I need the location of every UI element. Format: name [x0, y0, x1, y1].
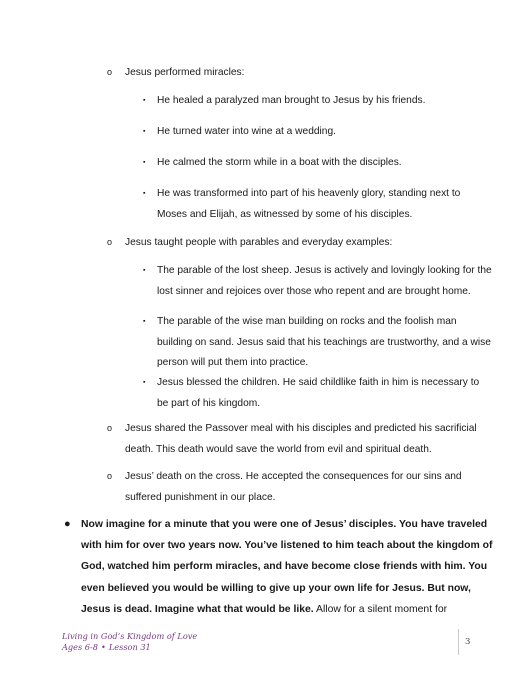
hollow-bullet-icon: o — [107, 423, 113, 433]
main-bullet-imagine — [64, 514, 502, 620]
footer-lesson-line — [62, 642, 197, 653]
sub-item-text: Jesus blessed the children. He said childlike faith in him is necessary to be part of his kingdom. — [157, 377, 480, 409]
sub-item-calmed-storm — [143, 153, 493, 174]
bold-prompt: Now imagine for a minute that you were one of Jesus’ disciples. You have traveled with him for over two years now. You’ve listened to him teach about the kingdom of God, watched him perform miracles, and have become close friends with him. You even believed you would be willing to give up your own life for Jesus. But now, Jesus is dead. Imagine what that would be like. — [81, 519, 493, 615]
outline-text: Jesus taught people with parables and everyday examples: — [125, 237, 393, 248]
outline-text: Jesus performed miracles: — [125, 67, 245, 78]
footer-title: Living in God’s Kingdom of Love — [62, 631, 198, 641]
square-bullet-icon: ▪ — [143, 159, 146, 166]
sub-item-text: He healed a paralyzed man brought to Jesus by his friends. — [157, 95, 426, 106]
outline-item-cross — [109, 466, 489, 508]
square-bullet-icon: ▪ — [143, 190, 146, 197]
sub-item-transfiguration — [143, 184, 493, 225]
round-bullet-icon: ● — [64, 518, 71, 530]
square-bullet-icon: ▪ — [143, 379, 146, 386]
footer-series — [62, 631, 197, 653]
hollow-bullet-icon: o — [107, 237, 113, 247]
main-bullet-paragraph — [81, 514, 502, 620]
outline-text: Jesus shared the Passover meal with his disciples and predicted his sacrificial death. This death would save the world from evil and spiritual death. — [125, 423, 477, 455]
square-bullet-icon: ▪ — [143, 267, 146, 274]
sub-item-text: He turned water into wine at a wedding. — [157, 126, 336, 137]
outline-item-miracles — [109, 62, 489, 83]
sub-item-blessed-children — [143, 373, 493, 414]
sub-item-text: The parable of the wise man building on rocks and the foolish man building on sand. Jesus said that his teachings are trustworthy, and a wise person will put them into practice. — [157, 316, 491, 368]
outline-text: Jesus’ death on the cross. He accepted the consequences for our sins and suffered punishment in our place. — [125, 471, 462, 503]
hollow-bullet-icon: o — [107, 67, 113, 77]
outline-item-passover — [109, 418, 489, 460]
sub-item-text: He calmed the storm while in a boat with the disciples. — [157, 157, 402, 168]
page-number: 3 — [465, 637, 471, 647]
sub-item-text: He was transformed into part of his heavenly glory, standing next to Moses and Elijah, as witnessed by some of his disciples. — [157, 188, 461, 220]
outline-item-parables — [109, 232, 489, 253]
footer-divider — [458, 629, 459, 655]
hollow-bullet-icon: o — [107, 471, 113, 481]
sub-item-text: The parable of the lost sheep. Jesus is actively and lovingly looking for the lost sinner and rejoices over those who repent and are brought home. — [157, 265, 492, 297]
sub-item-lost-sheep — [143, 261, 493, 302]
square-bullet-icon: ▪ — [143, 128, 146, 135]
square-bullet-icon: ▪ — [143, 318, 146, 325]
sub-item-water-wine — [143, 122, 493, 143]
plain-instruction: Allow for a silent moment for — [313, 603, 448, 615]
footer-separator: • — [101, 642, 106, 652]
sub-item-paralyzed-man — [143, 91, 493, 112]
footer-ages: Ages 6-8 — [62, 642, 98, 652]
square-bullet-icon: ▪ — [143, 97, 146, 104]
footer-lesson: Lesson 31 — [108, 642, 151, 652]
sub-item-wise-man — [143, 312, 493, 374]
